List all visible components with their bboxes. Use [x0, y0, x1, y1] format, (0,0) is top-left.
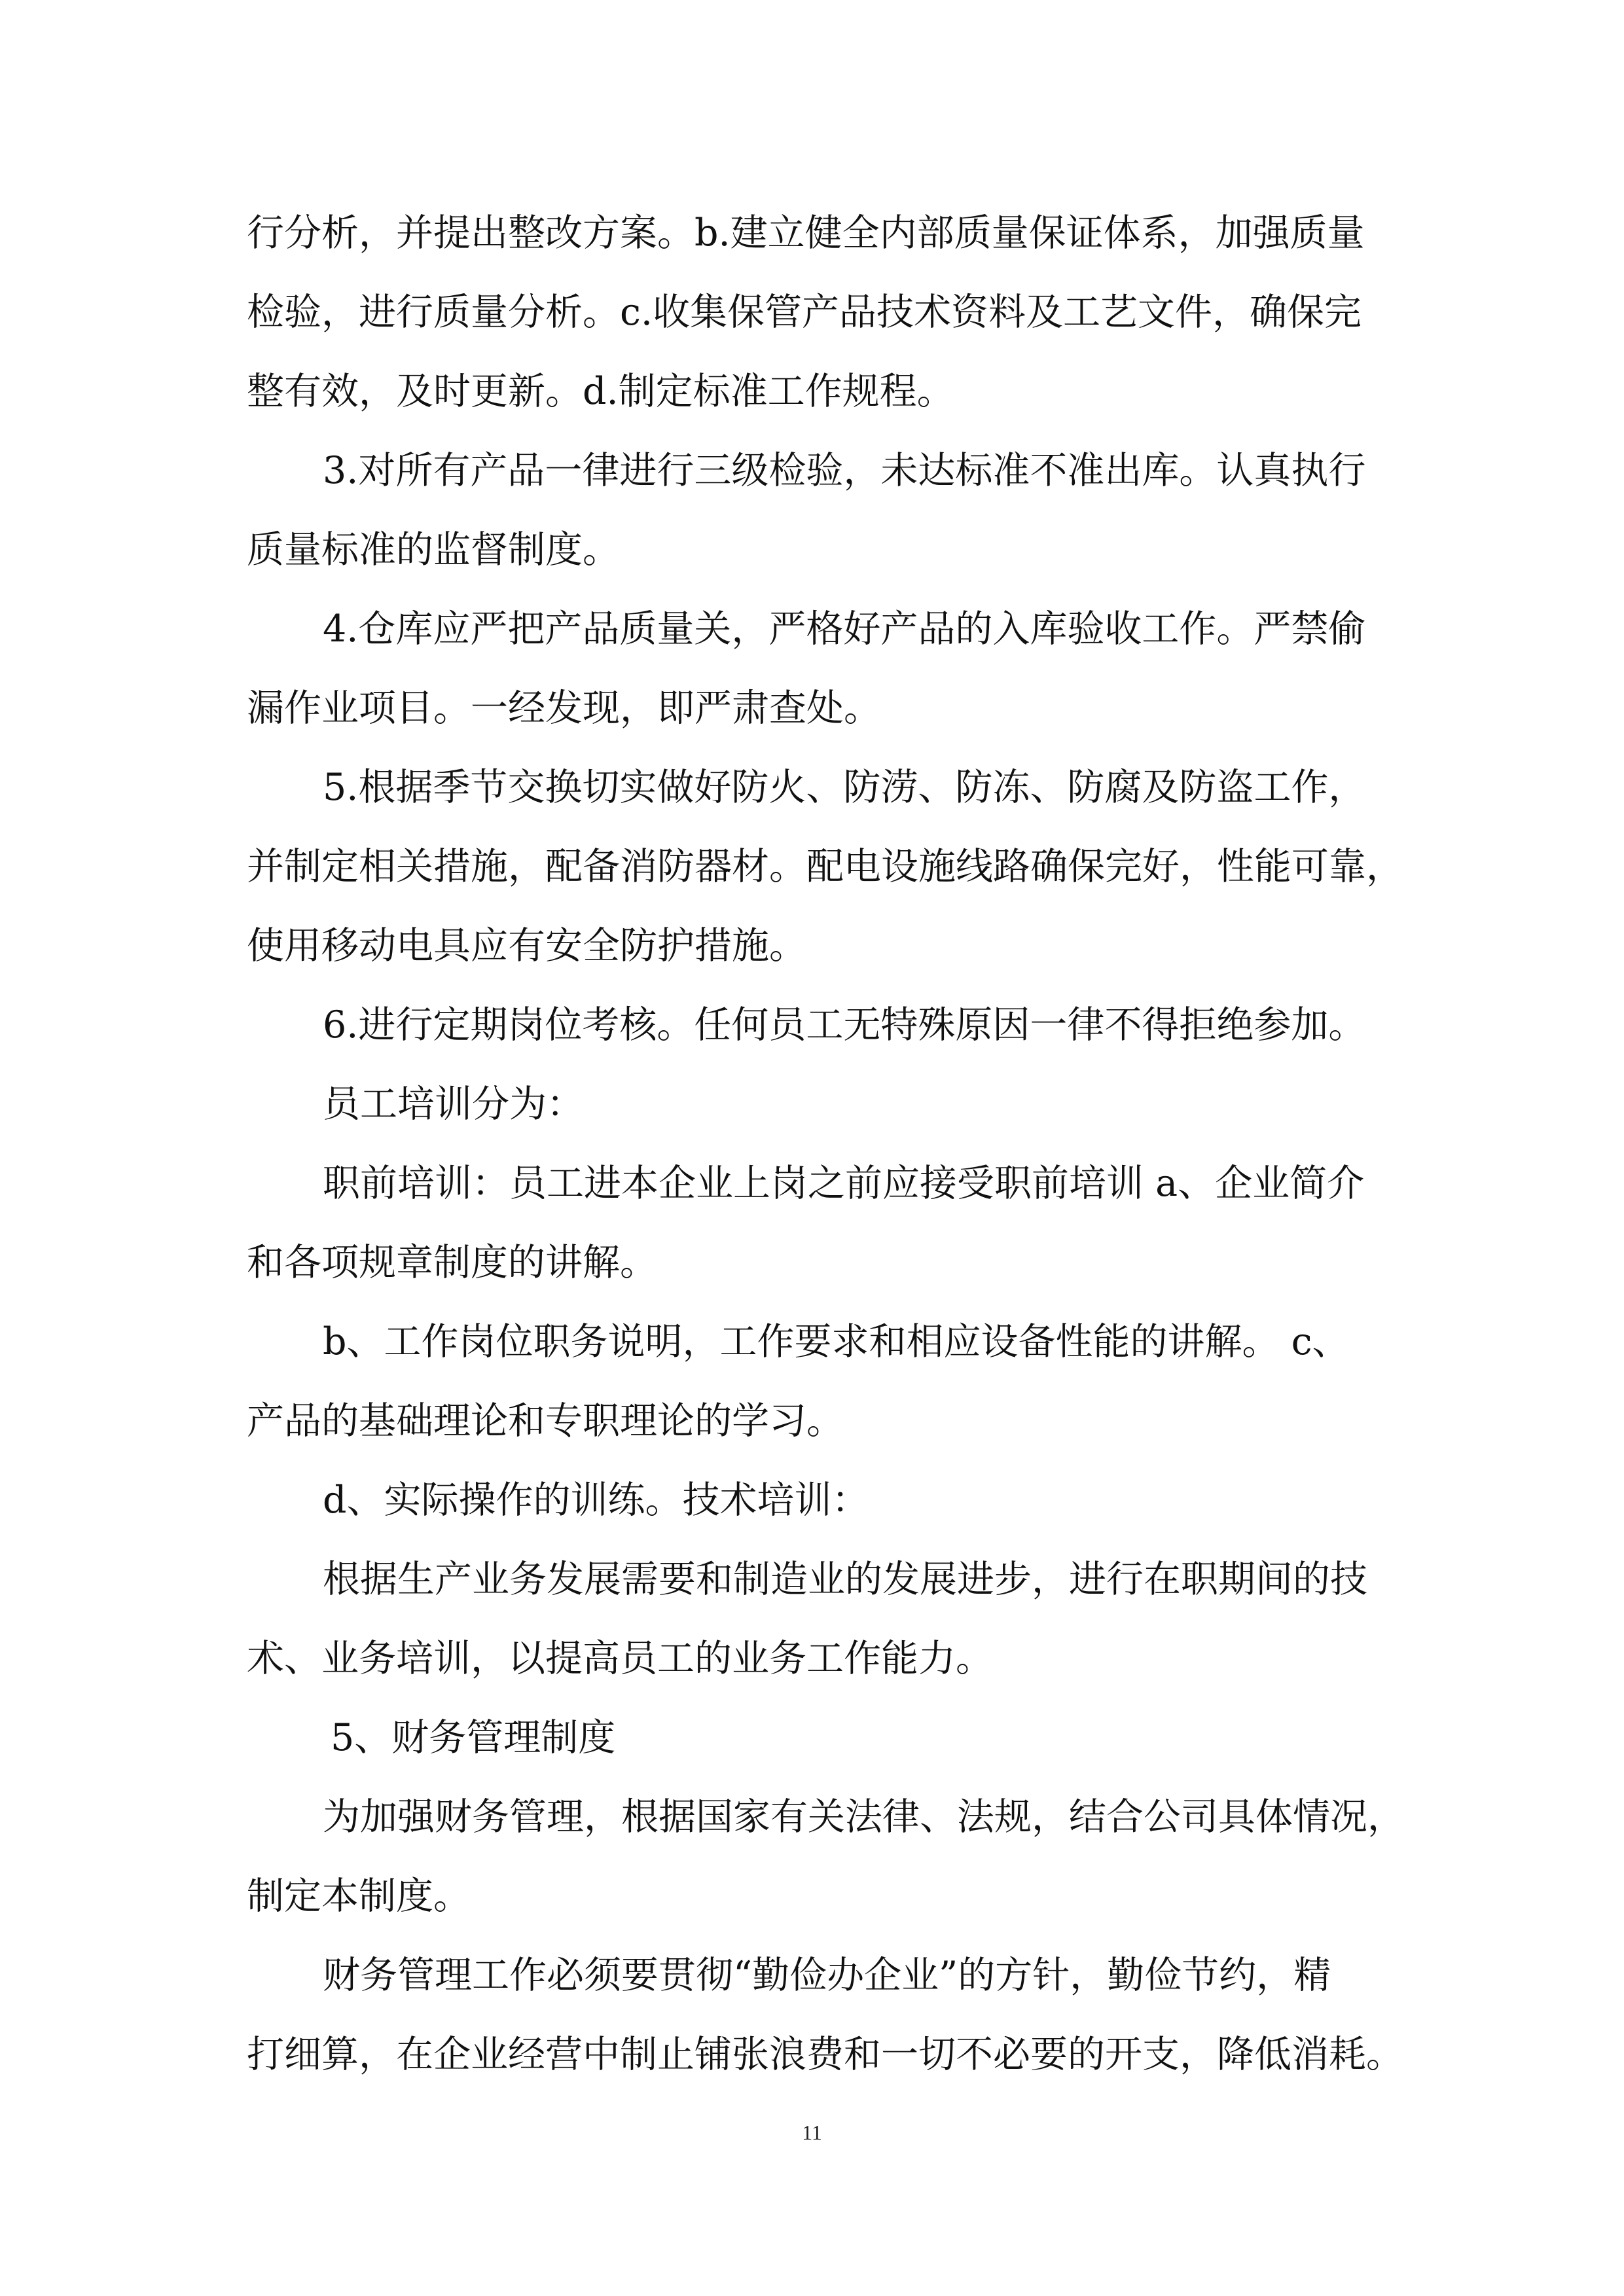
paragraph-start-line: 6.进行定期岗位考核。任何员工无特殊原因一律不得拒绝参加。	[323, 1003, 1366, 1047]
text-line: 制定本制度。	[247, 1874, 471, 1918]
paragraph-start-line: 为加强财务管理，根据国家有关法律、法规，结合公司具体情况，	[323, 1795, 1405, 1839]
text-line: 打细算，在企业经营中制止铺张浪费和一切不必要的开支，降低消耗。	[247, 2033, 1403, 2076]
page-number: 11	[802, 2121, 822, 2144]
paragraph-start-line: 财务管理工作必须要贯彻“勤俭办企业”的方针，勤俭节约，精	[323, 1954, 1331, 1997]
body-text	[247, 194, 1405, 2094]
paragraph-start-line: 职前培训：员工进本企业上岗之前应接受职前培训 a、企业简介	[323, 1162, 1365, 1205]
text-line: 整有效，及时更新。d.制定标准工作规程。	[247, 370, 954, 413]
paragraph-start-line: 根据生产业务发展需要和制造业的发展进步，进行在职期间的技	[323, 1558, 1367, 1601]
text-line: 质量标准的监督制度。	[247, 528, 620, 571]
paragraph-start-line: b、工作岗位职务说明，工作要求和相应设备性能的讲解。 c、	[323, 1320, 1350, 1363]
text-line: 使用移动电具应有安全防护措施。	[247, 924, 806, 967]
text-line: 和各项规章制度的讲解。	[247, 1241, 657, 1284]
section-heading: 5、财务管理制度	[331, 1716, 616, 1759]
text-line: 产品的基础理论和专职理论的学习。	[247, 1399, 844, 1443]
paragraph-start-line: d、实际操作的训练。技术培训：	[323, 1479, 869, 1522]
text-line: 并制定相关措施，配备消防器材。配电设施线路确保完好，性能可靠，	[247, 845, 1403, 888]
paragraph-start-line: 员工培训分为：	[323, 1083, 584, 1126]
text-line: 检验，进行质量分析。c.收集保管产品技术资料及工艺文件，确保完	[247, 291, 1362, 334]
text-line: 行分析，并提出整改方案。b.建立健全内部质量保证体系，加强质量	[247, 211, 1365, 255]
paragraph-start-line: 4.仓库应严把产品质量关，严格好产品的入库验收工作。严禁偷	[323, 607, 1366, 651]
paragraph-start-line: 3.对所有产品一律进行三级检验，未达标准不准出库。认真执行	[323, 449, 1366, 492]
text-line: 漏作业项目。一经发现，即严肃查处。	[247, 687, 881, 730]
text-line: 术、业务培训，以提高员工的业务工作能力。	[247, 1637, 993, 1680]
paragraph-start-line: 5.根据季节交换切实做好防火、防涝、防冻、防腐及防盗工作，	[323, 766, 1366, 809]
